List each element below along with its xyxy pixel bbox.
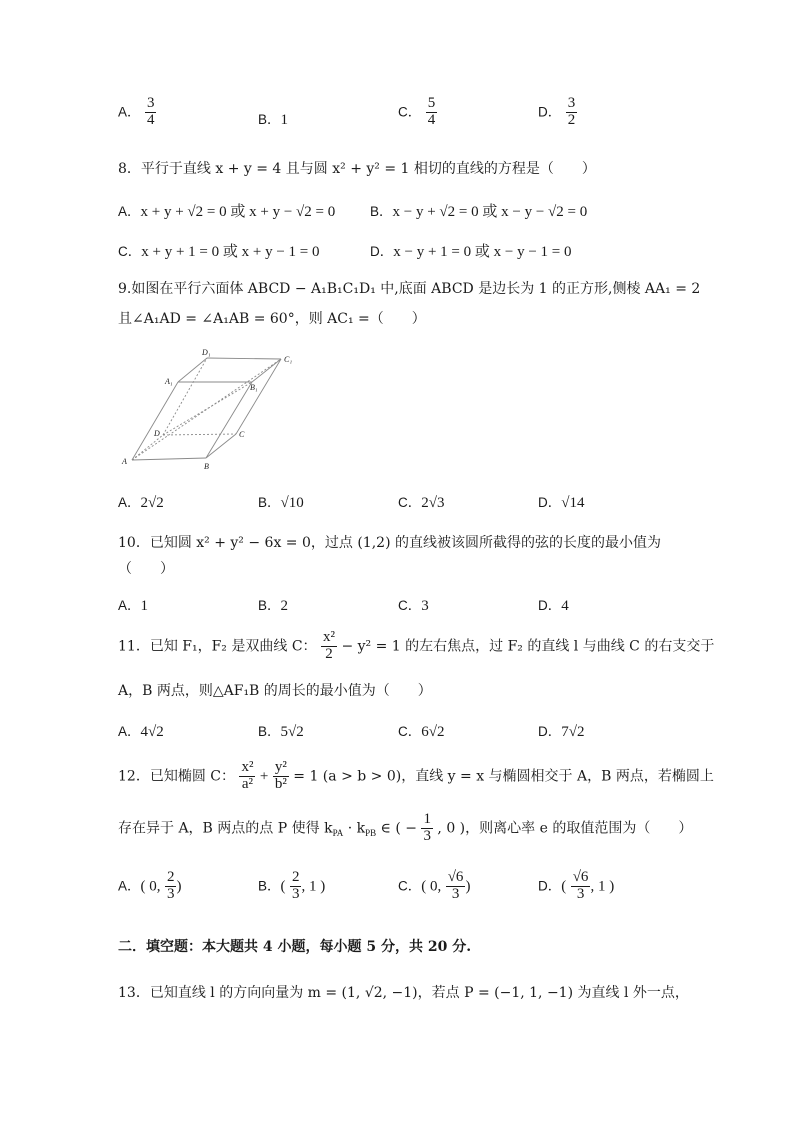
- vertex-c1-label: C₁: [284, 355, 293, 364]
- q9-option-c: C．2√3: [398, 495, 445, 511]
- q7-option-c: C． $\frac{5}{4}$: [398, 95, 436, 128]
- q10-option-d: D．4: [538, 598, 569, 614]
- q11-option-c: C．6√2: [398, 724, 445, 740]
- q9-option-a: A．2√2: [118, 495, 164, 511]
- q11-fraction: $\frac{\text{x²}}{2}$: [322, 629, 335, 662]
- q12-stem-line1: 12．已知椭圆 C： $\frac{\text{x²}}{\text{a²}}$ + $\frac{\text{y²}}{\text{b²}}$ = 1 (a > b > 0)，直线 y = x 与椭圆相交于 A，B 两点，若椭圆上: [118, 759, 714, 792]
- q8-option-c: C．x + y + 1 = 0 或 x + y − 1 = 0: [118, 244, 320, 260]
- q11-stem-line1: 11．已知 F₁，F₂ 是双曲线 C： $\frac{\text{x²}}{2}$ − y² = 1 的左右焦点，过 F₂ 的直线 l 与曲线 C 的右支交于: [118, 629, 715, 662]
- edge-d-c: [163, 434, 236, 435]
- q7-option-a: A． $\frac{3}{4}$: [118, 95, 155, 128]
- vertex-a-label: A: [122, 457, 127, 466]
- q7-option-b: B．1: [258, 112, 289, 128]
- q12-fraction-third: $\frac{1}{3}$: [423, 811, 431, 844]
- edge-a-b: [132, 458, 206, 460]
- q10-option-b: B．2: [258, 598, 289, 614]
- edge-b1-c1: [252, 359, 281, 382]
- section-heading-fill-in: 二．填空题：本大题共 4 小题，每小题 5 分，共 20 分.: [118, 939, 472, 955]
- q10-option-c: C．3: [398, 598, 429, 614]
- diag-a-c1: [132, 359, 281, 460]
- q11-option-d: D．7√2: [538, 724, 585, 740]
- edge-d1-c1: [207, 358, 281, 359]
- q9-stem-line1: 9.如图在平行六面体 ABCD − A₁B₁C₁D₁ 中,底面 ABCD 是边长为 1 的正方形,侧棱 AA₁ = 2: [118, 281, 701, 297]
- edge-b-b1: [206, 382, 252, 458]
- vertex-c-label: C: [239, 430, 245, 439]
- vertex-d-label: D: [154, 429, 160, 438]
- q10-stem-line2: （ ）: [118, 561, 174, 577]
- q13-stem: 13．已知直线 l 的方向向量为 m = (1, √2, −1)，若点 P = (−1, 1, −1) 为直线 l 外一点，: [118, 985, 689, 1001]
- edge-a-d: [132, 435, 163, 460]
- q10-stem-line1: 10．已知圆 x² + y² − 6x = 0，过点 (1,2) 的直线被该圆所截得的弦的长度的最小值为: [118, 535, 661, 551]
- edge-b-c: [206, 434, 236, 458]
- q10-option-a: A．1: [118, 598, 149, 614]
- vertex-b-label: B: [204, 462, 209, 471]
- q11-option-b: B．5√2: [258, 724, 304, 740]
- edge-a1-d1: [178, 358, 207, 382]
- q12-option-d: D．( $\frac{√6}{3}$ , 1 ): [538, 869, 615, 902]
- q12-option-a: A．( 0, $\frac{2}{3}$ ): [118, 869, 182, 902]
- q8-option-b: B．x − y + √2 = 0 或 x − y − √2 = 0: [370, 204, 588, 220]
- diag-d-b1: [163, 382, 252, 435]
- parallelepiped-figure: [118, 345, 308, 475]
- q8-option-d: D．x − y + 1 = 0 或 x − y − 1 = 0: [370, 244, 572, 260]
- q12-fraction-y: $\frac{\text{y²}}{\text{b²}}$: [274, 759, 287, 792]
- q9-option-d: D．√14: [538, 495, 585, 511]
- q8-stem: 8．平行于直线 x + y = 4 且与圆 x² + y² = 1 相切的直线的方程是（ ）: [118, 161, 596, 177]
- q12-stem-line2: 存在异于 A，B 两点的点 P 使得 $k_{PA} \cdot k_{PB}$ ∈ ( − $\frac{1}{3}$ , 0 )，则离心率 e 的取值范围为（ ）: [118, 811, 693, 844]
- q9-option-b: B．√10: [258, 495, 304, 511]
- vertex-a1-label: A₁: [165, 377, 173, 386]
- q12-option-c: C．( 0, $\frac{√6}{3}$ ): [398, 869, 471, 902]
- q7-option-d: D． $\frac{3}{2}$: [538, 95, 576, 128]
- q12-option-b: B．( $\frac{2}{3}$ , 1 ): [258, 869, 326, 902]
- q12-fraction-x: $\frac{\text{x²}}{\text{a²}}$: [241, 759, 254, 792]
- vertex-d1-label: D₁: [202, 348, 211, 357]
- q8-option-a: A．x + y + √2 = 0 或 x + y − √2 = 0: [118, 204, 336, 220]
- vertex-b1-label: B₁: [250, 383, 258, 392]
- q11-option-a: A．4√2: [118, 724, 164, 740]
- q11-stem-line2: A，B 两点，则△AF₁B 的周长的最小值为（ ）: [118, 683, 432, 699]
- q9-stem-line2: 且∠A₁AD = ∠A₁AB = 60°，则 AC₁ =（ ）: [118, 311, 426, 327]
